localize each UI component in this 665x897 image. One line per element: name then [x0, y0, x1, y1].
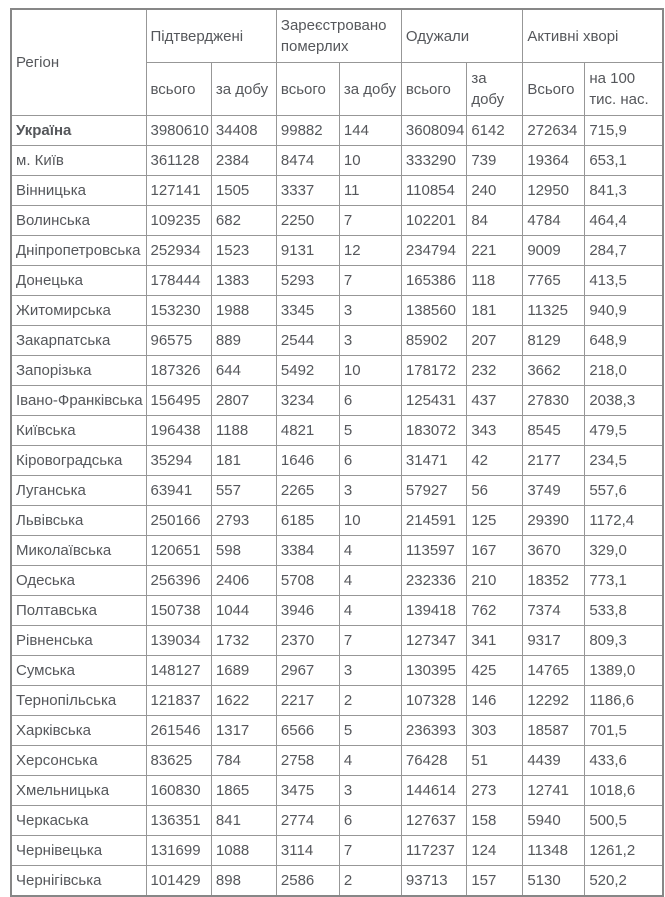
active-per-100k-cell: 1018,6	[585, 776, 663, 806]
recovered-total-cell: 110854	[401, 176, 466, 206]
recovered-total-cell: 117237	[401, 836, 466, 866]
header-deaths: Зареєстровано померлих	[276, 9, 401, 63]
recovered-total-cell: 234794	[401, 236, 466, 266]
table-row	[11, 506, 663, 536]
table-row	[11, 326, 663, 356]
active-total-cell: 272634	[523, 116, 585, 146]
deaths-total-cell: 6566	[276, 716, 339, 746]
confirmed-daily-cell: 889	[211, 326, 276, 356]
table-row	[11, 716, 663, 746]
table-row	[11, 356, 663, 386]
active-total-cell: 3662	[523, 356, 585, 386]
active-per-100k-cell: 1172,4	[585, 506, 663, 536]
confirmed-daily-cell: 1505	[211, 176, 276, 206]
active-total-cell: 12950	[523, 176, 585, 206]
recovered-total-cell: 130395	[401, 656, 466, 686]
deaths-daily-cell: 10	[339, 506, 401, 536]
active-per-100k-cell: 433,6	[585, 746, 663, 776]
deaths-total-cell: 2758	[276, 746, 339, 776]
confirmed-total-cell: 252934	[146, 236, 211, 266]
region-cell: Чернівецька	[11, 836, 146, 866]
header-active-total: Всього	[523, 63, 585, 116]
deaths-daily-cell: 3	[339, 656, 401, 686]
recovered-daily-cell: 221	[467, 236, 523, 266]
recovered-total-cell: 178172	[401, 356, 466, 386]
recovered-total-cell: 31471	[401, 446, 466, 476]
deaths-total-cell: 5708	[276, 566, 339, 596]
recovered-total-cell: 93713	[401, 866, 466, 897]
deaths-daily-cell: 4	[339, 536, 401, 566]
deaths-daily-cell: 6	[339, 386, 401, 416]
recovered-daily-cell: 167	[467, 536, 523, 566]
region-cell: Волинська	[11, 206, 146, 236]
header-confirmed: Підтверджені	[146, 9, 276, 63]
active-per-100k-cell: 464,4	[585, 206, 663, 236]
active-per-100k-cell: 284,7	[585, 236, 663, 266]
recovered-total-cell: 113597	[401, 536, 466, 566]
active-total-cell: 2177	[523, 446, 585, 476]
deaths-total-cell: 6185	[276, 506, 339, 536]
deaths-daily-cell: 5	[339, 716, 401, 746]
region-cell: Миколаївська	[11, 536, 146, 566]
table-row	[11, 476, 663, 506]
confirmed-daily-cell: 2406	[211, 566, 276, 596]
header-group-row	[11, 9, 663, 63]
confirmed-daily-cell: 2384	[211, 146, 276, 176]
recovered-daily-cell: 125	[467, 506, 523, 536]
recovered-total-cell: 76428	[401, 746, 466, 776]
recovered-daily-cell: 84	[467, 206, 523, 236]
active-total-cell: 3749	[523, 476, 585, 506]
active-per-100k-cell: 218,0	[585, 356, 663, 386]
recovered-daily-cell: 762	[467, 596, 523, 626]
confirmed-daily-cell: 1523	[211, 236, 276, 266]
active-per-100k-cell: 1389,0	[585, 656, 663, 686]
region-cell: Херсонська	[11, 746, 146, 776]
deaths-daily-cell: 5	[339, 416, 401, 446]
active-total-cell: 3670	[523, 536, 585, 566]
deaths-daily-cell: 11	[339, 176, 401, 206]
confirmed-daily-cell: 1988	[211, 296, 276, 326]
recovered-total-cell: 214591	[401, 506, 466, 536]
active-per-100k-cell: 701,5	[585, 716, 663, 746]
active-per-100k-cell: 1261,2	[585, 836, 663, 866]
header-recovered-daily: за добу	[467, 63, 523, 116]
confirmed-total-cell: 196438	[146, 416, 211, 446]
table-row	[11, 566, 663, 596]
active-total-cell: 29390	[523, 506, 585, 536]
deaths-total-cell: 2967	[276, 656, 339, 686]
recovered-daily-cell: 210	[467, 566, 523, 596]
region-cell: Івано-Франківська	[11, 386, 146, 416]
table-row	[11, 416, 663, 446]
active-total-cell: 5130	[523, 866, 585, 897]
confirmed-daily-cell: 1622	[211, 686, 276, 716]
header-confirmed-daily: за добу	[211, 63, 276, 116]
table-row	[11, 446, 663, 476]
deaths-total-cell: 4821	[276, 416, 339, 446]
active-per-100k-cell: 479,5	[585, 416, 663, 446]
active-total-cell: 11348	[523, 836, 585, 866]
confirmed-total-cell: 187326	[146, 356, 211, 386]
recovered-total-cell: 236393	[401, 716, 466, 746]
active-per-100k-cell: 1186,6	[585, 686, 663, 716]
region-cell: Вінницька	[11, 176, 146, 206]
table-row	[11, 296, 663, 326]
region-cell: Донецька	[11, 266, 146, 296]
confirmed-total-cell: 121837	[146, 686, 211, 716]
deaths-total-cell: 99882	[276, 116, 339, 146]
active-total-cell: 12741	[523, 776, 585, 806]
recovered-total-cell: 144614	[401, 776, 466, 806]
confirmed-total-cell: 136351	[146, 806, 211, 836]
confirmed-daily-cell: 34408	[211, 116, 276, 146]
region-cell: Полтавська	[11, 596, 146, 626]
region-cell: Рівненська	[11, 626, 146, 656]
recovered-daily-cell: 56	[467, 476, 523, 506]
table-row	[11, 266, 663, 296]
table-row	[11, 206, 663, 236]
active-total-cell: 27830	[523, 386, 585, 416]
confirmed-total-cell: 250166	[146, 506, 211, 536]
recovered-daily-cell: 157	[467, 866, 523, 897]
region-cell: Запорізька	[11, 356, 146, 386]
confirmed-total-cell: 156495	[146, 386, 211, 416]
recovered-total-cell: 333290	[401, 146, 466, 176]
active-per-100k-cell: 2038,3	[585, 386, 663, 416]
recovered-total-cell: 139418	[401, 596, 466, 626]
active-total-cell: 7374	[523, 596, 585, 626]
deaths-daily-cell: 6	[339, 806, 401, 836]
region-cell: Дніпропетровська	[11, 236, 146, 266]
confirmed-total-cell: 101429	[146, 866, 211, 897]
table-row	[11, 746, 663, 776]
recovered-total-cell: 57927	[401, 476, 466, 506]
recovered-daily-cell: 181	[467, 296, 523, 326]
region-cell: Тернопільська	[11, 686, 146, 716]
table-row	[11, 836, 663, 866]
recovered-total-cell: 85902	[401, 326, 466, 356]
confirmed-daily-cell: 898	[211, 866, 276, 897]
active-per-100k-cell: 500,5	[585, 806, 663, 836]
active-total-cell: 12292	[523, 686, 585, 716]
active-per-100k-cell: 841,3	[585, 176, 663, 206]
confirmed-total-cell: 160830	[146, 776, 211, 806]
recovered-daily-cell: 232	[467, 356, 523, 386]
region-cell: Луганська	[11, 476, 146, 506]
deaths-total-cell: 2250	[276, 206, 339, 236]
header-active-per-100k: на 100 тис. нас.	[585, 63, 663, 116]
active-per-100k-cell: 653,1	[585, 146, 663, 176]
confirmed-daily-cell: 682	[211, 206, 276, 236]
recovered-daily-cell: 341	[467, 626, 523, 656]
deaths-daily-cell: 4	[339, 566, 401, 596]
deaths-daily-cell: 144	[339, 116, 401, 146]
recovered-daily-cell: 303	[467, 716, 523, 746]
deaths-daily-cell: 7	[339, 266, 401, 296]
confirmed-daily-cell: 1317	[211, 716, 276, 746]
deaths-total-cell: 2217	[276, 686, 339, 716]
table-row	[11, 386, 663, 416]
deaths-total-cell: 2265	[276, 476, 339, 506]
active-total-cell: 18587	[523, 716, 585, 746]
deaths-total-cell: 3114	[276, 836, 339, 866]
confirmed-total-cell: 96575	[146, 326, 211, 356]
deaths-total-cell: 3384	[276, 536, 339, 566]
table-row	[11, 146, 663, 176]
active-per-100k-cell: 809,3	[585, 626, 663, 656]
deaths-total-cell: 2370	[276, 626, 339, 656]
covid-regions-table	[10, 8, 664, 897]
region-cell: Хмельницька	[11, 776, 146, 806]
active-per-100k-cell: 520,2	[585, 866, 663, 897]
recovered-total-cell: 107328	[401, 686, 466, 716]
deaths-daily-cell: 3	[339, 776, 401, 806]
header-active: Активні хворі	[523, 9, 663, 63]
confirmed-daily-cell: 598	[211, 536, 276, 566]
recovered-daily-cell: 739	[467, 146, 523, 176]
confirmed-total-cell: 148127	[146, 656, 211, 686]
recovered-daily-cell: 42	[467, 446, 523, 476]
recovered-daily-cell: 124	[467, 836, 523, 866]
active-per-100k-cell: 533,8	[585, 596, 663, 626]
recovered-total-cell: 102201	[401, 206, 466, 236]
confirmed-total-cell: 261546	[146, 716, 211, 746]
recovered-daily-cell: 158	[467, 806, 523, 836]
deaths-daily-cell: 7	[339, 836, 401, 866]
active-per-100k-cell: 715,9	[585, 116, 663, 146]
recovered-total-cell: 127347	[401, 626, 466, 656]
active-total-cell: 4784	[523, 206, 585, 236]
table-row	[11, 656, 663, 686]
confirmed-total-cell: 153230	[146, 296, 211, 326]
deaths-daily-cell: 3	[339, 476, 401, 506]
region-cell: Сумська	[11, 656, 146, 686]
table-row	[11, 776, 663, 806]
active-total-cell: 5940	[523, 806, 585, 836]
confirmed-total-cell: 256396	[146, 566, 211, 596]
confirmed-total-cell: 131699	[146, 836, 211, 866]
deaths-total-cell: 8474	[276, 146, 339, 176]
confirmed-daily-cell: 181	[211, 446, 276, 476]
deaths-daily-cell: 6	[339, 446, 401, 476]
active-per-100k-cell: 413,5	[585, 266, 663, 296]
recovered-daily-cell: 207	[467, 326, 523, 356]
recovered-daily-cell: 425	[467, 656, 523, 686]
recovered-daily-cell: 343	[467, 416, 523, 446]
active-per-100k-cell: 329,0	[585, 536, 663, 566]
deaths-total-cell: 5293	[276, 266, 339, 296]
active-total-cell: 4439	[523, 746, 585, 776]
header-recovered: Одужали	[401, 9, 522, 63]
region-cell: Львівська	[11, 506, 146, 536]
active-per-100k-cell: 234,5	[585, 446, 663, 476]
active-total-cell: 19364	[523, 146, 585, 176]
confirmed-daily-cell: 644	[211, 356, 276, 386]
confirmed-total-cell: 139034	[146, 626, 211, 656]
recovered-daily-cell: 240	[467, 176, 523, 206]
header-region: Регіон	[11, 9, 146, 116]
recovered-total-cell: 125431	[401, 386, 466, 416]
region-cell: Київська	[11, 416, 146, 446]
active-per-100k-cell: 773,1	[585, 566, 663, 596]
deaths-daily-cell: 7	[339, 206, 401, 236]
header-confirmed-total: всього	[146, 63, 211, 116]
active-total-cell: 9009	[523, 236, 585, 266]
table-row	[11, 596, 663, 626]
table-header	[11, 9, 663, 116]
confirmed-daily-cell: 1044	[211, 596, 276, 626]
deaths-total-cell: 2544	[276, 326, 339, 356]
header-deaths-daily: за добу	[339, 63, 401, 116]
table-row	[11, 236, 663, 266]
table-row	[11, 116, 663, 146]
table-row	[11, 686, 663, 716]
confirmed-daily-cell: 784	[211, 746, 276, 776]
deaths-daily-cell: 4	[339, 596, 401, 626]
deaths-total-cell: 3234	[276, 386, 339, 416]
deaths-daily-cell: 10	[339, 356, 401, 386]
deaths-total-cell: 3475	[276, 776, 339, 806]
header-recovered-total: всього	[401, 63, 466, 116]
recovered-total-cell: 3608094	[401, 116, 466, 146]
recovered-daily-cell: 6142	[467, 116, 523, 146]
deaths-daily-cell: 7	[339, 626, 401, 656]
region-cell: Чернігівська	[11, 866, 146, 897]
region-cell: м. Київ	[11, 146, 146, 176]
region-cell: Одеська	[11, 566, 146, 596]
confirmed-total-cell: 361128	[146, 146, 211, 176]
active-per-100k-cell: 940,9	[585, 296, 663, 326]
table-body	[11, 116, 663, 897]
recovered-daily-cell: 51	[467, 746, 523, 776]
confirmed-total-cell: 127141	[146, 176, 211, 206]
region-cell: Кіровоградська	[11, 446, 146, 476]
confirmed-total-cell: 150738	[146, 596, 211, 626]
deaths-total-cell: 9131	[276, 236, 339, 266]
deaths-total-cell: 3946	[276, 596, 339, 626]
confirmed-daily-cell: 841	[211, 806, 276, 836]
deaths-total-cell: 3345	[276, 296, 339, 326]
confirmed-total-cell: 178444	[146, 266, 211, 296]
active-total-cell: 8545	[523, 416, 585, 446]
confirmed-daily-cell: 1088	[211, 836, 276, 866]
active-per-100k-cell: 557,6	[585, 476, 663, 506]
confirmed-daily-cell: 1732	[211, 626, 276, 656]
region-cell: Житомирська	[11, 296, 146, 326]
deaths-daily-cell: 2	[339, 866, 401, 897]
confirmed-total-cell: 83625	[146, 746, 211, 776]
region-cell: Україна	[11, 116, 146, 146]
region-cell: Харківська	[11, 716, 146, 746]
recovered-daily-cell: 437	[467, 386, 523, 416]
active-total-cell: 11325	[523, 296, 585, 326]
confirmed-total-cell: 120651	[146, 536, 211, 566]
deaths-daily-cell: 3	[339, 296, 401, 326]
confirmed-daily-cell: 1689	[211, 656, 276, 686]
recovered-daily-cell: 273	[467, 776, 523, 806]
deaths-total-cell: 1646	[276, 446, 339, 476]
confirmed-total-cell: 109235	[146, 206, 211, 236]
active-total-cell: 7765	[523, 266, 585, 296]
recovered-total-cell: 127637	[401, 806, 466, 836]
active-total-cell: 9317	[523, 626, 585, 656]
header-deaths-total: всього	[276, 63, 339, 116]
recovered-total-cell: 183072	[401, 416, 466, 446]
active-total-cell: 14765	[523, 656, 585, 686]
recovered-daily-cell: 118	[467, 266, 523, 296]
confirmed-daily-cell: 1383	[211, 266, 276, 296]
confirmed-total-cell: 63941	[146, 476, 211, 506]
deaths-daily-cell: 4	[339, 746, 401, 776]
confirmed-daily-cell: 2807	[211, 386, 276, 416]
recovered-daily-cell: 146	[467, 686, 523, 716]
deaths-daily-cell: 12	[339, 236, 401, 266]
table-row	[11, 626, 663, 656]
deaths-daily-cell: 2	[339, 686, 401, 716]
confirmed-total-cell: 35294	[146, 446, 211, 476]
recovered-total-cell: 138560	[401, 296, 466, 326]
table-row	[11, 176, 663, 206]
deaths-daily-cell: 10	[339, 146, 401, 176]
deaths-total-cell: 2774	[276, 806, 339, 836]
table-row	[11, 536, 663, 566]
region-cell: Закарпатська	[11, 326, 146, 356]
confirmed-daily-cell: 1188	[211, 416, 276, 446]
table-row	[11, 866, 663, 897]
active-total-cell: 8129	[523, 326, 585, 356]
region-cell: Черкаська	[11, 806, 146, 836]
recovered-total-cell: 232336	[401, 566, 466, 596]
confirmed-daily-cell: 2793	[211, 506, 276, 536]
active-total-cell: 18352	[523, 566, 585, 596]
confirmed-daily-cell: 557	[211, 476, 276, 506]
deaths-total-cell: 5492	[276, 356, 339, 386]
deaths-total-cell: 2586	[276, 866, 339, 897]
table-row	[11, 806, 663, 836]
deaths-total-cell: 3337	[276, 176, 339, 206]
confirmed-daily-cell: 1865	[211, 776, 276, 806]
confirmed-total-cell: 3980610	[146, 116, 211, 146]
active-per-100k-cell: 648,9	[585, 326, 663, 356]
deaths-daily-cell: 3	[339, 326, 401, 356]
recovered-total-cell: 165386	[401, 266, 466, 296]
